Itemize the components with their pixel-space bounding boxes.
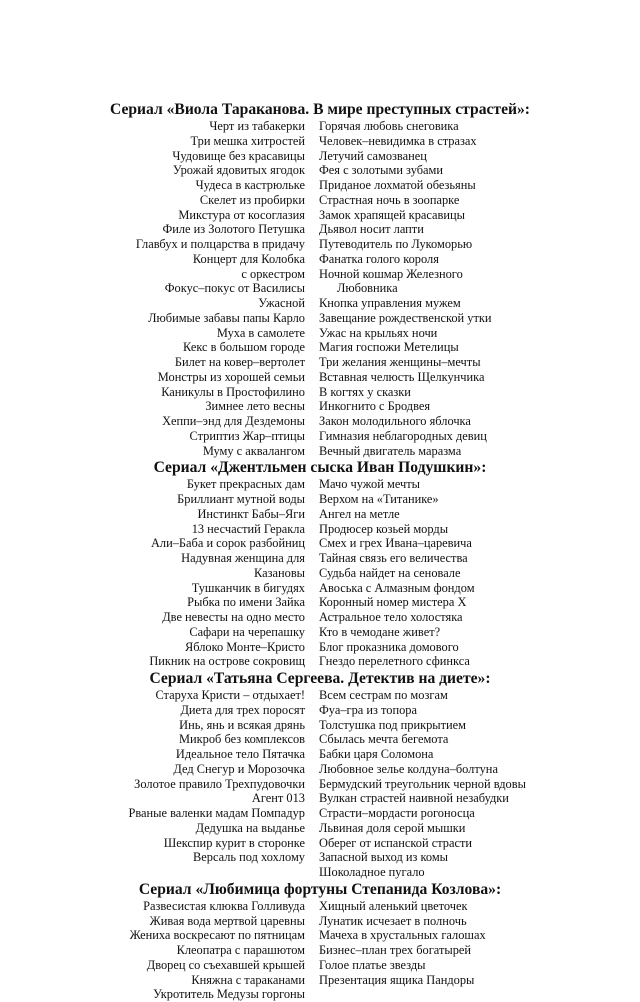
book-title: Версаль под хохлому bbox=[192, 850, 305, 865]
book-title-continued: Любовника bbox=[337, 281, 398, 296]
book-title: Горячая любовь снеговика bbox=[319, 119, 459, 133]
book-title: Тайная связь его величества bbox=[319, 551, 468, 565]
book-title: Завещание рождественской утки bbox=[319, 310, 492, 325]
book-title: Человек–невидимка в стразах bbox=[319, 133, 477, 148]
book-title: Муму с аквалангом bbox=[202, 443, 305, 458]
book-title: Стриптиз Жар–птицы bbox=[189, 428, 305, 443]
book-title: Толстушка под прикрытием bbox=[319, 717, 467, 732]
book-title: Коронный номер мистера Х bbox=[319, 595, 467, 610]
book-title: Ангел на метле bbox=[319, 506, 400, 521]
book-title: Судьба найдет на сеновале bbox=[319, 565, 461, 580]
book-title: Тушканчик в бигудях bbox=[191, 580, 305, 595]
book-title: Три желания женщины–мечты bbox=[319, 355, 481, 369]
book-title: Голое платье звезды bbox=[319, 957, 426, 972]
book-title: Диета для трех поросят bbox=[180, 702, 305, 717]
left-column bbox=[0, 899, 305, 1002]
book-title: Астральное тело холостяка bbox=[319, 610, 463, 624]
book-title: Любовное зелье колдуна–болтуна bbox=[319, 761, 498, 776]
book-title: Продюсер козьей морды bbox=[319, 521, 449, 536]
book-title: Агент 013 bbox=[251, 791, 305, 806]
book-title: Лунатик исчезает в полночь bbox=[319, 913, 467, 928]
book-title: Золотое правило Трехпудовочки bbox=[134, 776, 305, 791]
book-title: Развесистая клюква Голливуда bbox=[143, 898, 305, 913]
book-title: Вставная челюсть Щелкунчика bbox=[319, 369, 485, 384]
book-title: Хищный аленький цветочек bbox=[319, 898, 468, 913]
book-title: Урожай ядовитых ягодок bbox=[172, 163, 305, 178]
book-title: Ночной кошмар Железного bbox=[319, 266, 463, 281]
series-columns bbox=[0, 688, 640, 880]
book-title: Гнездо перелетного сфинкса bbox=[319, 654, 470, 669]
book-title: Букет прекрасных дам bbox=[186, 477, 305, 492]
book-title: Кто в чемодане живет? bbox=[319, 624, 441, 639]
book-title-continued: с оркестром bbox=[241, 266, 305, 281]
book-title: Инь, янь и всякая дрянь bbox=[179, 717, 305, 732]
book-title: Скелет из пробирки bbox=[199, 192, 305, 207]
book-title: Инстинкт Бабы–Яги bbox=[197, 506, 305, 521]
series-viola-tarakanova bbox=[0, 100, 640, 458]
left-column bbox=[0, 119, 305, 458]
book-title: Чудовище без красавицы bbox=[172, 148, 305, 163]
book-title: Страсти–мордасти рогоносца bbox=[319, 806, 475, 820]
series-title: Сериал «Виола Тараканова. В мире преступных страстей»: bbox=[110, 101, 530, 118]
book-title: Летучий самозванец bbox=[319, 148, 427, 163]
series-title: Сериал «Татьяна Сергеева. Детектив на диете»: bbox=[149, 670, 491, 687]
book-title: Вулкан страстей наивной незабудки bbox=[319, 791, 509, 806]
right-column bbox=[319, 477, 619, 669]
series-columns bbox=[0, 899, 640, 1002]
book-title: Монстры из хорошей семьи bbox=[157, 369, 305, 384]
book-title: Бизнес–план трех богатырей bbox=[319, 943, 472, 957]
book-title: Всем сестрам по мозгам bbox=[319, 688, 448, 702]
book-title: Фанатка голого короля bbox=[319, 251, 439, 266]
book-title: Надувная женщина для bbox=[181, 551, 305, 565]
book-title: Идеальное тело Пятачка bbox=[175, 747, 305, 761]
book-title: Инкогнито с Бродвея bbox=[319, 399, 431, 414]
book-list-page bbox=[0, 100, 640, 1002]
book-title: Верхом на «Титанике» bbox=[319, 492, 439, 506]
book-title: Сбылась мечта бегемота bbox=[319, 732, 449, 747]
book-title: Бабки царя Соломона bbox=[319, 747, 434, 761]
book-title: Жениха воскресают по пятницам bbox=[129, 928, 305, 943]
book-title: Бермудский треугольник черной вдовы bbox=[319, 776, 526, 791]
series-columns bbox=[0, 119, 640, 458]
book-title: Пикник на острове сокровищ bbox=[149, 654, 305, 669]
series-title: Сериал «Джентльмен сыска Иван Подушкин»: bbox=[153, 459, 487, 477]
book-title: Страстная ночь в зоопарке bbox=[319, 192, 460, 207]
book-title: Авоська с Алмазным фондом bbox=[319, 580, 475, 595]
book-title: Дед Снегур и Морозочка bbox=[173, 761, 305, 776]
book-title: Запасной выход из комы bbox=[319, 850, 449, 865]
book-title: Фея с золотыми зубами bbox=[319, 163, 444, 178]
series-title: Сериал «Любимица фортуны Степанида Козлова»: bbox=[138, 880, 502, 898]
book-title: 13 несчастий Геракла bbox=[191, 521, 305, 536]
book-title: Мачеха в хрустальных галошах bbox=[319, 928, 486, 943]
book-title: Три мешка хитростей bbox=[190, 133, 305, 148]
book-title: Мачо чужой мечты bbox=[319, 477, 420, 492]
book-title: Фокус–покус от Василисы bbox=[164, 281, 305, 296]
right-column bbox=[319, 899, 619, 1002]
book-title: Презентация ящика Пандоры bbox=[319, 972, 475, 987]
book-title: Гимназия неблагородных девиц bbox=[319, 428, 487, 443]
book-title: Закон молодильного яблочка bbox=[319, 414, 471, 428]
book-title: Шоколадное пугало bbox=[319, 865, 425, 879]
book-title: Кекс в большом городе bbox=[183, 340, 305, 355]
book-title: Билет на ковер–вертолет bbox=[174, 355, 305, 369]
book-title: Дьявол носит лапти bbox=[319, 222, 424, 237]
book-title: Филе из Золотого Петушка bbox=[162, 222, 305, 237]
series-ivan-podushkin bbox=[0, 458, 640, 669]
book-title: Замок храпящей красавицы bbox=[319, 207, 465, 222]
book-title: Рваные валенки мадам Помпадур bbox=[128, 806, 305, 820]
book-title: Две невесты на одно место bbox=[162, 610, 305, 624]
book-title: Каникулы в Простофилино bbox=[161, 384, 305, 399]
book-title: Оберег от испанской страсти bbox=[319, 835, 473, 850]
book-title: Муха в самолете bbox=[216, 325, 305, 340]
book-title: Зимнее лето весны bbox=[205, 399, 305, 414]
book-title: Черт из табакерки bbox=[209, 119, 305, 133]
book-title: Смех и грех Ивана–царевича bbox=[319, 536, 472, 551]
book-title: Концерт для Колобка bbox=[192, 251, 305, 266]
book-title: Сафари на черепашку bbox=[189, 624, 305, 639]
book-title: Путеводитель по Лукоморью bbox=[319, 237, 473, 251]
right-column bbox=[319, 688, 619, 880]
book-title: Рыбка по имени Зайка bbox=[187, 595, 305, 610]
book-title: Главбух и полцарства в придачу bbox=[135, 237, 305, 251]
book-title: Клеопатра с парашютом bbox=[176, 943, 305, 957]
series-tatyana-sergeeva bbox=[0, 669, 640, 880]
book-title: Яблоко Монте–Кристо bbox=[184, 639, 305, 654]
book-title: Блог проказника домового bbox=[319, 639, 459, 654]
left-column bbox=[0, 477, 305, 669]
right-column bbox=[319, 119, 619, 458]
book-title: Бриллиант мутной воды bbox=[177, 492, 305, 506]
book-title: Старуха Кристи – отдыхает! bbox=[155, 688, 305, 702]
book-title: Львиная доля серой мышки bbox=[319, 820, 466, 835]
book-title: Дедушка на выданье bbox=[195, 820, 305, 835]
book-title: Шекспир курит в сторонке bbox=[163, 835, 305, 850]
book-title: Княжна с тараканами bbox=[191, 972, 305, 987]
book-title: Ужас на крыльях ночи bbox=[319, 325, 438, 340]
book-title: В когтях у сказки bbox=[319, 384, 411, 399]
book-title: Микроб без комплексов bbox=[178, 732, 305, 747]
series-stepanida-kozlova bbox=[0, 880, 640, 1002]
left-column bbox=[0, 688, 305, 880]
book-title: Живая вода мертвой царевны bbox=[149, 913, 305, 928]
book-title: Укротитель Медузы горгоны bbox=[153, 987, 305, 1002]
book-title: Кнопка управления мужем bbox=[319, 296, 461, 310]
book-title-continued: Казановы bbox=[254, 565, 305, 580]
book-title: Али–Баба и сорок разбойниц bbox=[150, 536, 305, 551]
book-title-continued: Ужасной bbox=[258, 296, 305, 310]
series-columns bbox=[0, 477, 640, 669]
book-title: Магия госпожи Метелицы bbox=[319, 340, 459, 355]
book-title: Микстура от косоглазия bbox=[178, 207, 305, 222]
book-title: Чудеса в кастрюльке bbox=[195, 178, 305, 192]
book-title: Хеппи–энд для Дездемоны bbox=[162, 414, 305, 428]
book-title: Приданое лохматой обезьяны bbox=[319, 178, 476, 192]
book-title: Любимые забавы папы Карло bbox=[148, 310, 305, 325]
book-title: Фуа–гра из топора bbox=[319, 702, 417, 717]
book-title: Дворец со съехавшей крышей bbox=[146, 957, 305, 972]
book-title: Вечный двигатель маразма bbox=[319, 443, 462, 458]
